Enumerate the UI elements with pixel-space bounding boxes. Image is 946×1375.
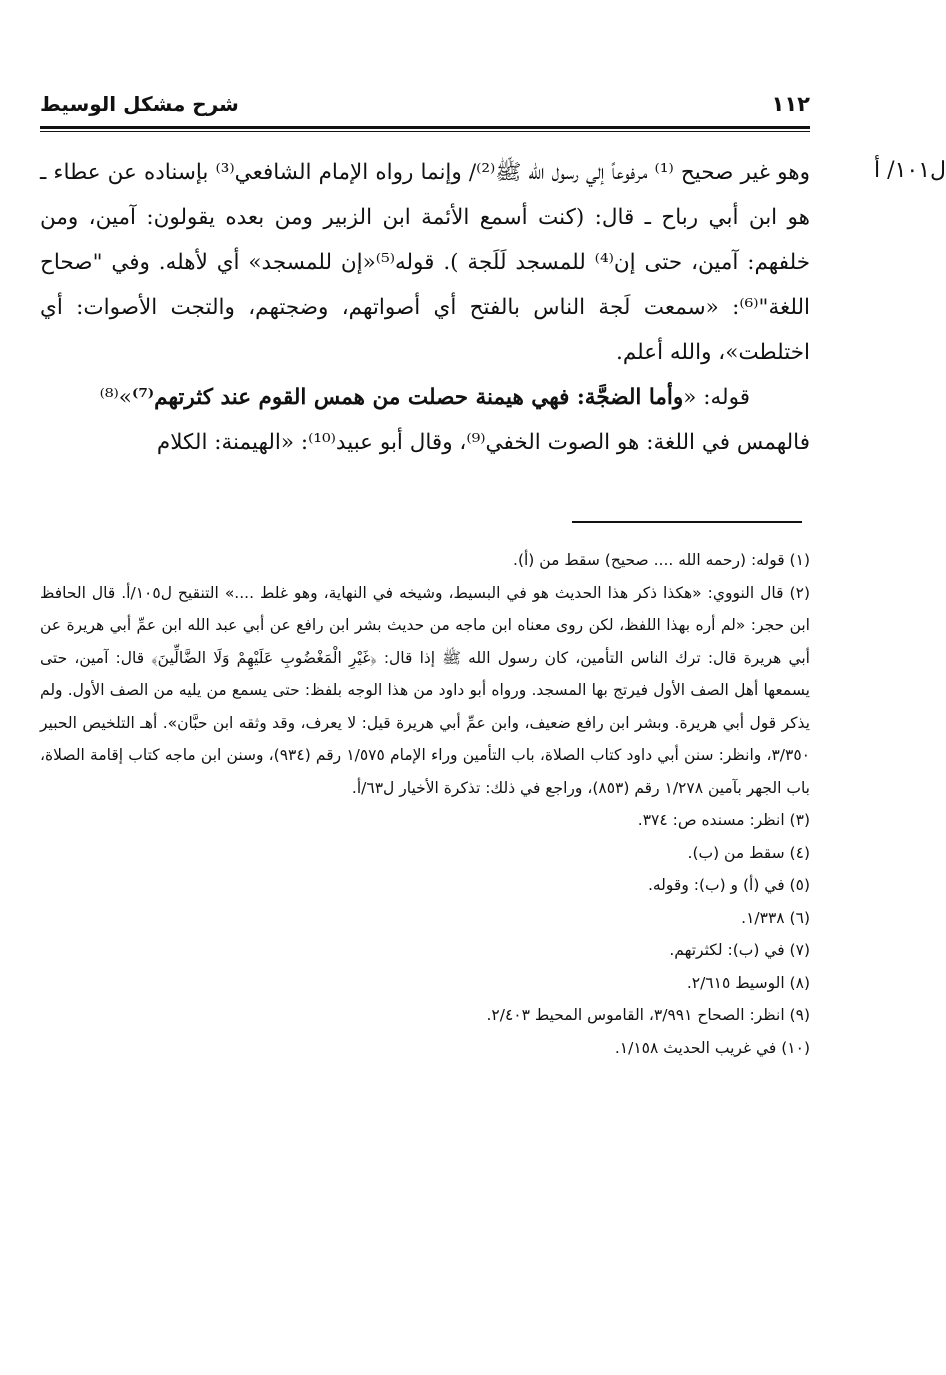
footnote-2: (٢) قال النووي: «هكذا ذكر هذا الحديث هو في البسيط، وشيخه في النهاية، وهو غلط ....» التنقيح ل١٠٥/أ. قال الحافظ ابن حجر: «لم أره بهذا اللفظ، لكن روى معناه ابن ماجه من حديث بشر ابن رافع عن أبي عبد الله ابن عمِّ أبي هريرة عن أبي هريرة قال: ترك الناس التأمين، كان رسول الله ﷺ إذا قال: ﴿غَيْرِ الْمَغْضُوبِ عَلَيْهِمْ وَلَا الضَّالِّينَ﴾ قال: آمين، حتى يسمعها أهل الصف الأول فيرتج بها المسجد. ورواه أبو داود من هذا الوجه بلفظ: حتى يسمع من يليه من الصف الأول. ولم يذكر قول أبي هريرة. وبشر ابن رافع ضعيف، وابن عمِّ أبي هريرة قيل: لا يعرف، وقد وثقه ابن حبَّان». أهـ التلخيص الحبير ٣/٣٥٠، وانظر: سنن أبي داود كتاب الصلاة، باب التأمين وراء الإمام ١/٥٧٥ رقم (٩٣٤)، وسنن ابن ماجه كتاب إقامة الصلاة، باب الجهر بآمين ١/٢٧٨ رقم (٨٥٣)، وراجع في ذلك: تذكرة الأخيار ل٦٣/أ. [40, 583, 810, 797]
quoted-text: وأما الضجَّة: فهي هيمنة حصلت من همس القوم عند كثرتهم⁽⁷⁾ [131, 385, 684, 410]
manuscript-folio-note: ل١٠١/ أ [874, 158, 946, 183]
footnote-8: (٨) الوسيط ٢/٦١٥. [686, 973, 810, 992]
main-text [40, 150, 810, 465]
footnote-separator [572, 521, 802, 523]
footnote-3: (٣) انظر: مسنده ص: ٣٧٤. [637, 811, 810, 829]
header-rule-thin [40, 131, 810, 132]
paragraph-1: وهو غير صحيح ⁽¹⁾ مرفوعاً إلي رسول الله ﷺ⁽²⁾/ وإنما رواه الإمام الشافعي⁽³⁾ بإسناده عن عطاء ـ هو ابن أبي رباح ـ قال: (كنت أسمع الأئمة ابن الزبير ومن بعده يقولون: آمين، ومن خلفهم: آمين، حتى إن⁽⁴⁾ للمسجد لَلَجة ). قوله⁽⁵⁾«إن للمسجد» أي لأهله. وفي "صحاح اللغة"⁽⁶⁾: «سمعت لَجة الناس بالفتح أي أصواتهم، وضجتهم، والتجت الأصوات: أي اختلطت»، والله أعلم. [40, 160, 810, 365]
book-title: شرح مشكل الوسيط [40, 92, 239, 116]
quote-end: »⁽⁸⁾ [99, 385, 132, 410]
footnote-5: (٥) في (أ) و (ب): وقوله. [647, 876, 810, 894]
footnote-1: (١) قوله: (رحمه الله .... صحيح) سقط من (أ). [513, 551, 810, 569]
paragraph-3: فالهمس في اللغة: هو الصوت الخفي⁽⁹⁾، وقال أبو عبيد⁽¹⁰⁾: «الهيمنة: الكلام [156, 430, 810, 455]
footnotes [40, 544, 810, 1064]
quote-intro: قوله: « [683, 385, 750, 410]
footnote-4: (٤) سقط من (ب). [687, 843, 810, 862]
footnote-6: (٦) ١/٣٣٨. [741, 908, 810, 927]
footnote-10: (١٠) في غريب الحديث ١/١٥٨. [614, 1038, 810, 1057]
header-rule [40, 126, 810, 129]
page-number: ١١٢ [771, 92, 810, 116]
running-header [40, 92, 810, 124]
footnote-9: (٩) انظر: الصحاح ٣/٩٩١، القاموس المحيط ٢/٤٠٣. [486, 1006, 810, 1024]
footnote-7: (٧) في (ب): لكثرتهم. [669, 941, 810, 959]
paragraph-2 [40, 375, 810, 420]
